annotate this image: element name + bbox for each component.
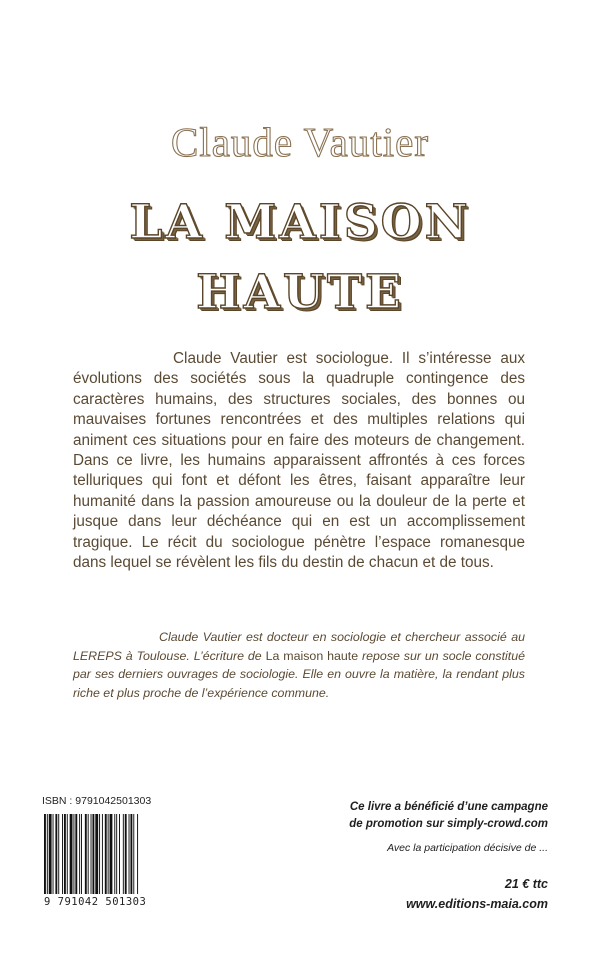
barcode-bars	[42, 814, 170, 898]
barcode-bar	[79, 814, 80, 894]
barcode-bar	[62, 814, 63, 894]
barcode-bar	[70, 814, 73, 894]
author-bio	[73, 628, 525, 702]
barcode-bar	[102, 814, 103, 894]
barcode-bar	[123, 814, 124, 894]
publisher-website: www.editions-maia.com	[406, 897, 548, 911]
barcode-bar	[105, 814, 107, 894]
promo-line-2: de promotion sur simply-crowd.com	[349, 818, 548, 830]
bio-text-1: Claude Vautier est docteur en sociologie et chercheur associé au LEREPS à Toulouse. L’écriture de	[73, 630, 525, 663]
promo-line-1: Ce livre a bénéficié d’une campagne	[349, 801, 548, 813]
barcode-bar	[95, 814, 98, 894]
barcode-bar	[137, 814, 138, 894]
barcode-bar	[88, 814, 89, 894]
barcode-bar	[92, 814, 94, 894]
bio-text-2: repose sur un socle constitué par ses derniers ouvrages de sociologie. Elle en ouvre la matière, la rendant plus riche et plus proche de l’expérience commune.	[73, 648, 525, 700]
partner-note: Avec la participation décisive de ...	[387, 842, 548, 854]
barcode-bar	[67, 814, 68, 894]
barcode-bar	[119, 814, 120, 894]
author-name: Claude Vautier	[170, 119, 430, 165]
barcode-bar	[81, 814, 82, 894]
barcode-bar	[44, 814, 46, 894]
barcode-bar	[129, 814, 130, 894]
barcode-bar	[116, 814, 117, 894]
barcode-bar	[58, 814, 59, 894]
barcode-bar	[125, 814, 127, 894]
barcode-bar	[130, 814, 132, 894]
barcode-bar	[110, 814, 113, 894]
bio-book-title: La maison haute	[265, 648, 359, 663]
book-title-line1: LA MAISON	[129, 195, 471, 250]
barcode-bar	[55, 814, 57, 894]
barcode-bar	[64, 814, 66, 894]
barcode-bar	[133, 814, 134, 894]
barcode-bar	[114, 814, 115, 894]
barcode-bar	[99, 814, 100, 894]
barcode-bar	[85, 814, 87, 894]
book-title-line2: HAUTE	[196, 265, 404, 320]
barcode-bar	[49, 814, 52, 894]
promo-note	[349, 799, 548, 833]
barcode-bar	[108, 814, 109, 894]
barcode-bar	[75, 814, 77, 894]
barcode-bar	[47, 814, 48, 894]
barcode-bar	[53, 814, 54, 894]
isbn-label: ISBN : 9791042501303	[42, 795, 152, 807]
barcode-bar	[73, 814, 74, 894]
barcode-digits: 9 791042 501303	[44, 896, 147, 908]
summary-paragraph: Claude Vautier est sociologue. Il s’intéresse aux évolutions des sociétés sous la quadruple contingence des caractères humains, des structures sociales, des bonnes ou mauvaises fortunes rencontrées et des multiples relations qui animent ces situations pour en faire des moteurs de changement. Dans ce livre, les humains apparaissent affrontés à ces forces telluriques qui font et défont les êtres, faisant apparaître leur humanité dans la passion amoureuse ou la douleur de la perte et jusque dans leur déchéance qui en est un accomplissement tragique. Le récit du sociologue pénètre l’espace romanesque dans lequel se révèlent les fils du destin de chacun et de tous.	[73, 350, 525, 572]
price: 21 € ttc	[504, 877, 548, 891]
barcode-bar	[91, 814, 92, 894]
